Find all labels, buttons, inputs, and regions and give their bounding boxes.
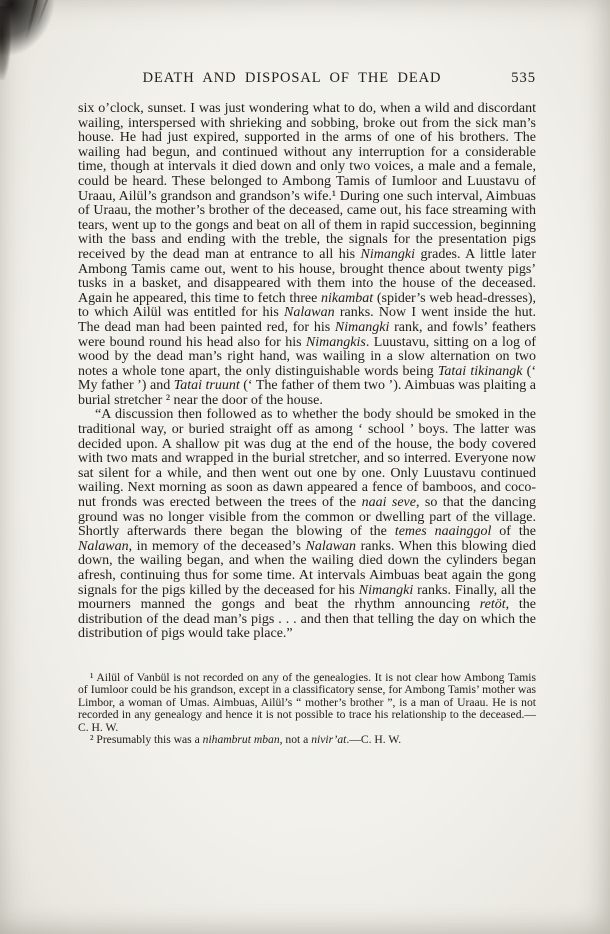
page-title: DEATH AND DISPOSAL OF THE DEAD	[142, 70, 442, 86]
text-run: temes naainggol	[394, 524, 492, 540]
text-run: , the distribution of the dead man’s pigs . . . and then that telling the day on which the distribution of pigs would take place.”	[78, 597, 536, 642]
text-run: grades. A little later Ambong Tamis came out, went to his house, brought thence about twenty pigs’ tusks in a basket, and disappeared with them into the house of the deceased. Again he appeared, this time to fetch three	[78, 246, 536, 306]
footnotes	[78, 672, 536, 746]
text-run: , not a	[279, 733, 312, 746]
text-run: ranks. Finally, all the mourners manned the gongs and beat the rhythm announcing	[78, 582, 536, 613]
text-run: naai seve	[361, 495, 416, 511]
text-run: “A discussion then followed as to whether the body should be smoked in the traditional way, or buried straight off as among ‘ school ’ boys. The latter was decided upon. A shallow pit was dug at the end of the house, the body covered with two mats and wrapped in the burial stretcher, and so interred. Everyone now sat silent for a while, and then went out one by one. Only Luustavu continued wailing. Next morning as soon as dawn appeared a fence of bamboos, and coco-nut fronds was erected between the trees of the	[78, 407, 536, 511]
footnote	[78, 734, 536, 746]
text-run: Tatai tikinangk	[437, 363, 523, 379]
text-run: Nalawan	[305, 538, 357, 554]
scan-artifact-left-edge	[0, 6, 11, 80]
text-run: of the	[491, 524, 536, 540]
text-run: Tatai truunt	[173, 378, 240, 394]
text-run: nikambat	[321, 290, 374, 306]
text-run: Nalawan	[78, 538, 129, 554]
text-run: (‘ My father ’) and	[78, 363, 536, 394]
page-number: 535	[511, 70, 536, 86]
text-run: (‘ The father of them two ’). Aimbuas was plaiting a burial stretcher ² near the door of the house.	[78, 378, 536, 408]
text-run: retöt	[479, 597, 506, 613]
text-run: Nimangki	[334, 319, 390, 335]
text-run: .—C. H. W.	[346, 733, 402, 746]
text-run: , so that the dancing ground was no longer visible from the common or dwelling part of the village. Shortly afterwards there began the blowing of the	[78, 495, 537, 540]
text-run: Nimangkis	[305, 334, 366, 350]
text-run: ranks. When this blowing died down, the wailing began, and when the wailing died down the cylinders began afresh, continuing thus for some time. At intervals Aimbuas beat again the gong signals for the pigs killed by the deceased for his	[78, 538, 536, 598]
text-column	[78, 70, 536, 746]
text-run: Nalawan	[284, 305, 335, 321]
text-run: . Luustavu, sitting on a log of wood by the dead man’s right hand, was wailing in a slow alternation on two notes a whole tone apart, the only distinguishable words being	[78, 334, 536, 379]
footnote	[78, 672, 536, 734]
paragraph	[78, 102, 536, 408]
text-run: nihambrut mban	[202, 733, 280, 746]
text-run: (spider’s web head-dresses), to which Ailül was entitled for his	[78, 290, 536, 321]
text-run: , in memory of the deceased’s	[128, 538, 306, 554]
text-run: nivir’at	[311, 733, 347, 746]
page-header	[78, 70, 536, 88]
text-run: ² Presumably this was a	[90, 733, 203, 746]
text-run: ranks. Now I went inside the hut. The dead man had been painted red, for his	[78, 305, 536, 335]
text-run: six o’clock, sunset. I was just wondering what to do, when a wild and discordant wailing, interspersed with shrieking and sobbing, broke out from the sick man’s house. He had just expired, supported in the arms of one of his brothers. The wailing had begun, and continued without any interruption for a considerable time, though at intervals it died down and only two voices, a male and a female, could be heard. These belonged to Ambong Tamis of Iumloor and Luustavu of Uraau, Ailül’s grandson and grandson’s wife.¹ During one such interval, Aimbuas of Uraau, the mother’s brother of the deceased, came out, his face streaming with tears, went up to the gongs and beat on all of them in rapid succession, beginning with the bass and ending with the treble, the signals for the presentation pigs received by the dead man at entrance to all his	[78, 101, 536, 262]
paragraph	[78, 408, 536, 642]
text-run: rank, and fowls’ feathers were bound round his head also for his	[78, 319, 536, 350]
text-run: ¹ Ailül of Vanbül is not recorded on any of the genealogies. It is not clear how Ambong Tamis of Iumloor could be his grandson, except in a classificatory sense, for Ambong Tamis’ mother was Limbor, a woman of Umas. Aimbuas, Ailül’s “ mother’s brother ”, is a man of Uraau. He is not recorded in any genealogy and hence it is not possible to trace his relationship to the deceased.— C. H. W.	[78, 670, 536, 734]
text-run: Nimangki	[360, 246, 415, 262]
text-run: Nimangki	[358, 582, 414, 598]
